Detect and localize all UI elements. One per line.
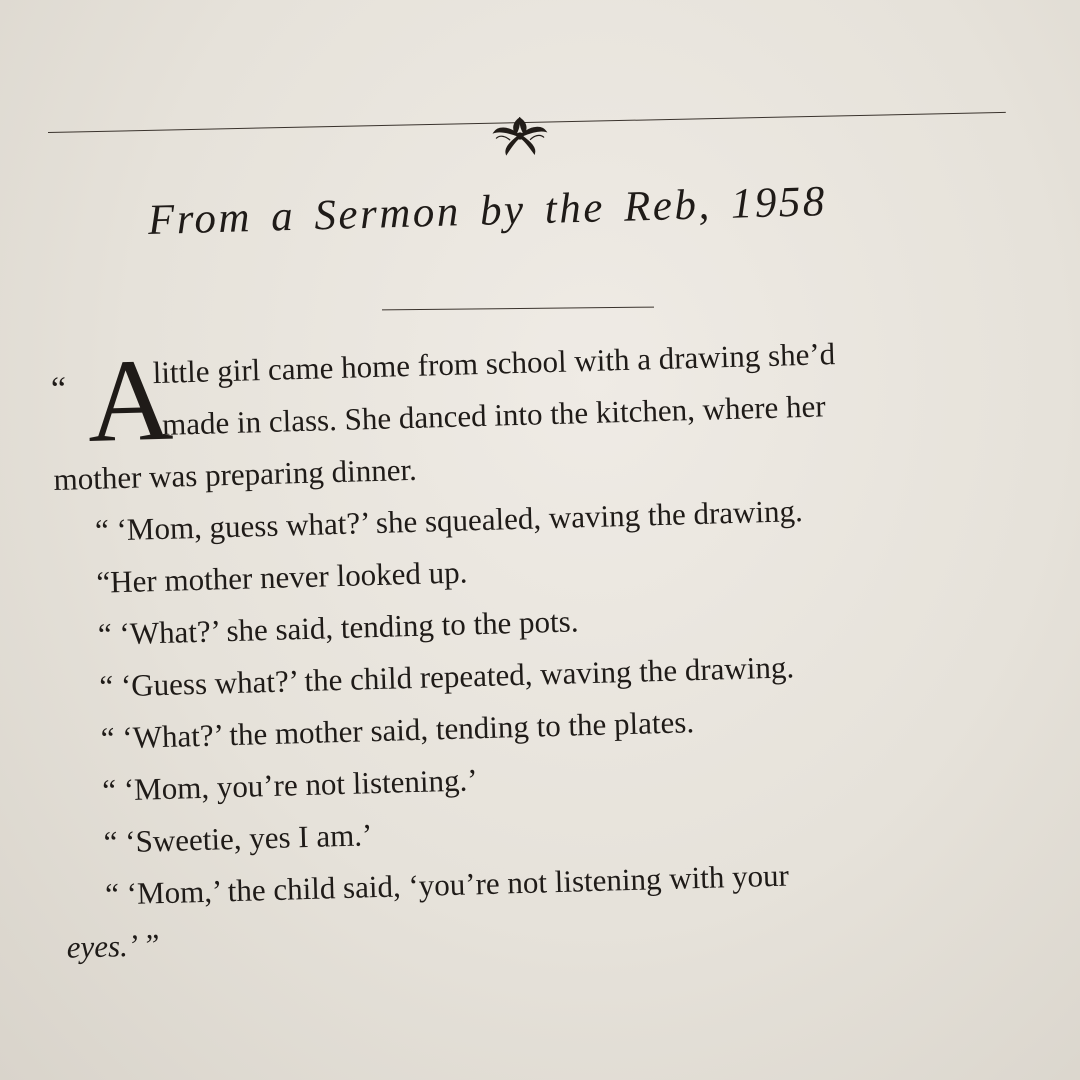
text-line: “ ‘What?’ she said, tending to the pots. — [97, 603, 579, 652]
sermon-text — [50, 323, 1027, 974]
text-line: eyes.’ ” — [66, 927, 161, 965]
title-underline-rule — [382, 307, 654, 311]
text-line: “ ‘Mom,’ the child said, ‘you’re not listening with your — [104, 857, 790, 912]
text-line: little girl came home from school with a drawing she’d — [152, 336, 836, 391]
text-line: “ ‘Mom, you’re not listening.’ — [101, 762, 479, 808]
text-line: “ ‘Mom, guess what?’ she squealed, waving the drawing. — [94, 493, 804, 548]
text-line: mother was preparing dinner. — [53, 451, 418, 497]
fleuron-ornament-icon — [488, 111, 553, 158]
text-line: “Her mother never looked up. — [96, 554, 468, 600]
text-line: “ ‘Sweetie, yes I am.’ — [103, 817, 373, 860]
page-title: From a Sermon by the Reb, 1958 — [147, 178, 828, 244]
text-line: “ ‘What?’ the mother said, tending to the plates. — [100, 704, 695, 756]
text-line: made in class. She danced into the kitchen, where her — [161, 388, 827, 442]
opening-quote-mark: “ — [50, 370, 67, 408]
drop-cap-letter: A — [85, 333, 175, 467]
text-line: “ ‘Guess what?’ the child repeated, waving the drawing. — [98, 649, 795, 704]
